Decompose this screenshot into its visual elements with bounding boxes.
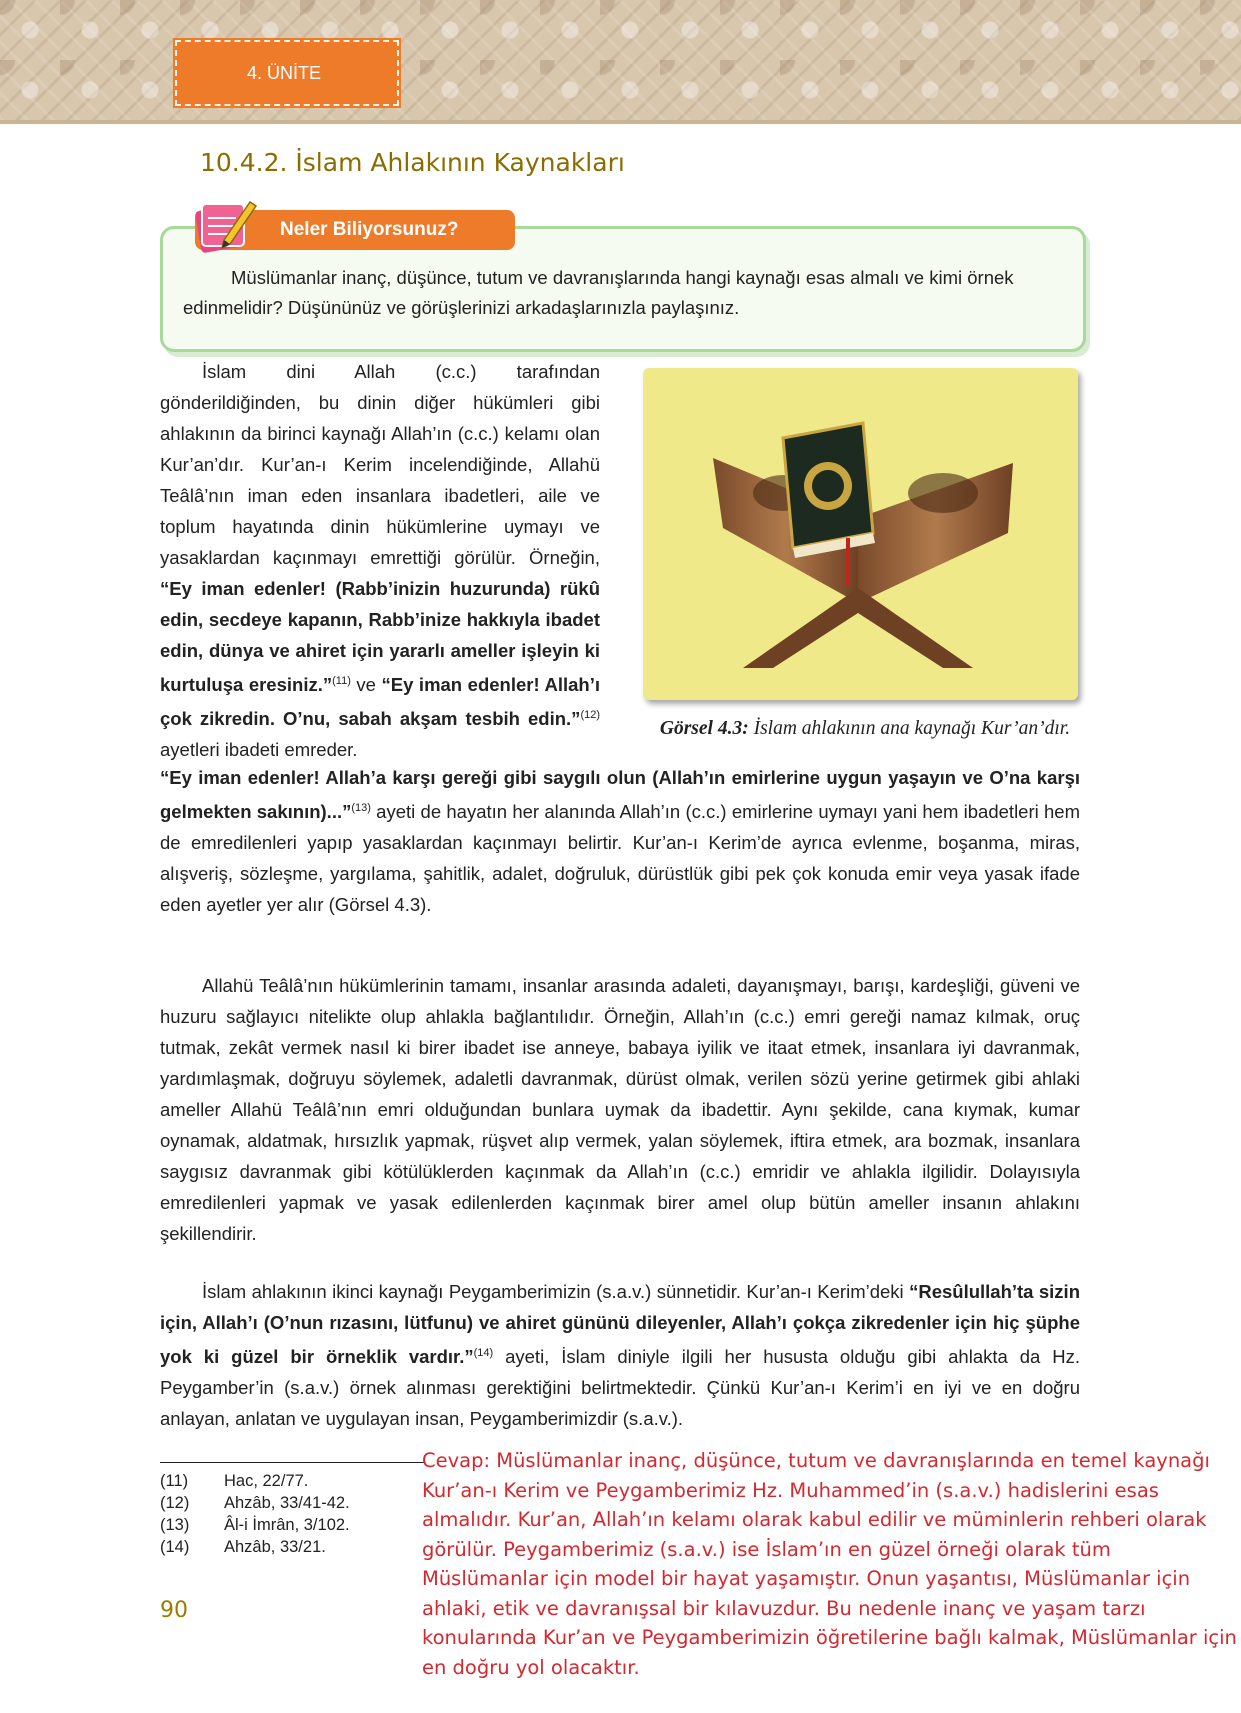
figure-caption-text: İslam ahlakının ana kaynağı Kur’an’dır. [753, 718, 1071, 739]
p3-text-a: İslam ahlakının ikinci kaynağı Peygamberimizin (s.a.v.) sünnetidir. Kur’an-ı Kerim’deki [202, 1281, 910, 1302]
handwritten-answer-text: Cevap: Müslümanlar inanç, düşünce, tutum ve davranışlarında en temel kaynağı Kur’an-ı Kerim ve Peygamberimiz Hz. Muhammed’in (s.a.v.) hadislerini esas almalıdır. Kur’an, Allah’ın kelamı olarak kabul edilir ve müminlerin rehberi olarak görülür. Peygamberimiz (s.a.v.) ise İslam’ın en güzel örneği olarak tüm Müslümanlar için model bir hayat yaşamıştır. Onun yaşantısı, Müslümanlar için ahlaki, etik ve davranışsal bir kılavuzdur. Bu nedenle inanç ve yaşam tarzı konularında Kur’an ve Peygamberimizin öğretilerine bağlı kalmak, Müslümanlar için en doğru yol olacaktır. [422, 1449, 1237, 1679]
p1-quote-1: “Ey iman edenler! (Rabb’inizin huzurunda) rükû edin, secdeye kapanın, Rabb’inize hakkıyla ibadet edin, dünya ve ahiret için yararlı ameller işleyin ki kurtuluşa eresiniz.” [160, 578, 600, 696]
unit-label: 4. ÜNİTE [175, 40, 399, 106]
p1-quote-2: “Ey iman edenler! Allah’ı çok zikredin. O’nu, sabah akşam tesbih edin.” [160, 674, 600, 730]
info-box-tag: Neler Biliyorsunuz? [195, 210, 515, 250]
footnote-reference: Hac, 22/77. [224, 1472, 309, 1490]
footnote-number: (14) [160, 1538, 190, 1556]
paragraph-3 [160, 1276, 1080, 1434]
footnote-number: (12) [160, 1494, 190, 1512]
p1-text-a: İslam dini Allah (c.c.) tarafından gönderildiğinden, bu dinin diğer hükümleri gibi ahlakının da birinci kaynağı Allah’ın (c.c.) kelamı olan Kur’an’dır. Kur’an-ı Kerim incelendiğinde, Allahü Teâlâ’nın iman eden insanlara ibadetleri, aile ve toplum hayatında dinin hükümlerine uymayı ve yasaklardan kaçınmayı emrettiği görülür. Örneğin, [160, 361, 600, 568]
figure-caption [655, 716, 1075, 741]
footnote-item [160, 1492, 350, 1514]
footnote-item [160, 1470, 350, 1492]
footnote-item [160, 1514, 350, 1536]
footnote-reference: Ahzâb, 33/21. [224, 1538, 326, 1556]
p1-text-b: ayetleri ibadeti emreder. [160, 739, 358, 761]
figure-image-frame [643, 368, 1078, 700]
section-title: 10.4.2. İslam Ahlakının Kaynakları [200, 148, 625, 177]
p1-footnote-ref-12: (12) [580, 709, 600, 722]
figure-caption-label: Görsel 4.3: [659, 718, 749, 739]
info-box-text: Müslümanlar inanç, düşünce, tutum ve davranışlarında hangi kaynağı esas almalı ve kimi örnek edinmelidir? Düşününüz ve görüşlerinizi arkadaşlarınızla paylaşınız. [183, 267, 1014, 318]
paragraph-1-part-1 [160, 356, 600, 765]
footnote-reference: Ahzâb, 33/41-42. [224, 1494, 350, 1512]
footnote-divider [160, 1462, 425, 1463]
footnote-number: (11) [160, 1472, 189, 1490]
p1-text-c: ayeti de hayatın her alanında Allah’ın (c.c.) emirlerine uymayı yani hem ibadetleri hem de emredilenleri yapıp yasaklardan kaçınmayı belirtir. Kur’an-ı Kerim’de ayrıca evlenme, boşanma, miras, alışveriş, sözleşme, yargılama, şahitlik, adalet, doğruluk, dürüstlük gibi pek çok konuda emir veya yasak ifade eden ayetler yer alır (Görsel 4.3). [160, 801, 1080, 916]
p1-footnote-ref-13: (13) [351, 802, 371, 814]
p1-footnote-ref-11: (11) [332, 675, 351, 687]
p3-quote: “Resûlullah’ta sizin için, Allah’ı (O’nun rızasını, lütfunu) ve ahiret gününü dileyenler, Allah’ı çokça zikredenler için hiç şüphe yok ki güzel bir örneklik vardır.” [160, 1281, 1080, 1368]
quran-on-wooden-stand-image [643, 368, 1078, 700]
p1-connector: ve [350, 674, 382, 696]
p2-text: Allahü Teâlâ’nın hükümlerinin tamamı, insanlar arasında adaleti, dayanışmayı, barışı, kardeşliği, güveni ve huzuru sağlayıcı nitelikte olup ahlakla bağlantılıdır. Örneğin, Allah’ın (c.c.) emri gereği namaz kılmak, oruç tutmak, zekât vermek nasıl ki birer ibadet ise anneye, babaya iyilik ve itaat etmek, insanlara iyi davranmak, yardımlaşmak, doğruyu söylemek, adaletli davranmak, dürüst olmak, verilen sözü yerine getirmek gibi ahlaki ameller Allahü Teâlâ’nın emri olduğundan bunlara uymak da ibadettir. Aynı şekilde, cana kıymak, kumar oynamak, aldatmak, hırsızlık yapmak, rüşvet alıp vermek, yalan söylemek, iftira etmek, ara bozmak, insanlara saygısız davranmak gibi kötülüklerden kaçınmak da Allah’ın (c.c.) emridir ve ahlakla ilgilidir. Dolayısıyla emredilenleri yapmak ve yasak edilenlerden kaçınmak birer amel olup bütün ameller insanın ahlakını şekillendirir. [160, 975, 1080, 1244]
footnote-reference: Âl-i İmrân, 3/102. [224, 1516, 350, 1534]
paragraph-1-part-2 [160, 762, 1080, 920]
page-number: 90 [160, 1598, 188, 1623]
footnote-item [160, 1536, 350, 1558]
pencil-notepad-icon [194, 196, 258, 258]
paragraph-2 [160, 970, 1080, 1249]
footnote-number: (13) [160, 1516, 190, 1534]
p1-quote-3: “Ey iman edenler! Allah’a karşı gereği gibi saygılı olun (Allah’ın emirlerine uygun yaşayın ve O’na karşı gelmekten sakının)...” [160, 767, 1080, 823]
p3-footnote-ref-14: (14) [473, 1347, 494, 1359]
footnotes [160, 1470, 350, 1558]
p3-text-b: ayeti, İslam diniyle ilgili her hususta olduğu gibi ahlakta da Hz. Peygamber’in (s.a.v.) örnek alınması gerektiğini belirtmektedir. Çünkü Kur’an-ı Kerim’i en iyi ve en doğru anlayan, anlatan ve uygulayan insan, Peygamberimizdir (s.a.v.). [160, 1346, 1080, 1430]
